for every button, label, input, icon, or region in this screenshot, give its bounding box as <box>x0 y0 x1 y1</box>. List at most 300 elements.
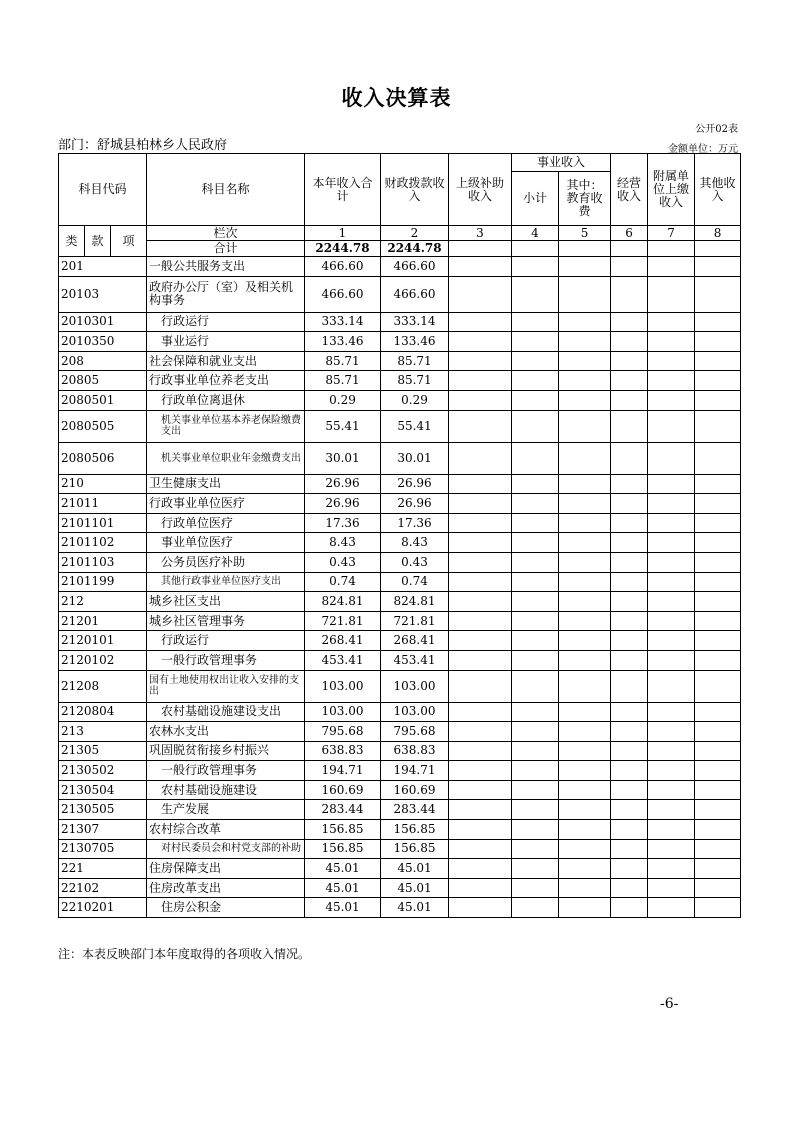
empty-cell <box>648 702 695 722</box>
row-fiscal: 156.85 <box>381 820 449 840</box>
row-code: 2120101 <box>59 631 147 651</box>
empty-cell <box>611 494 648 514</box>
col-num-6: 6 <box>611 226 648 241</box>
empty-cell <box>648 800 695 820</box>
empty-cell <box>559 702 611 722</box>
row-total-income: 26.96 <box>305 494 381 514</box>
empty-cell <box>559 513 611 533</box>
empty-cell <box>559 650 611 670</box>
table-row <box>59 780 741 800</box>
empty-cell <box>559 839 611 859</box>
empty-cell <box>648 611 695 631</box>
row-total-income: 721.81 <box>305 611 381 631</box>
table-row <box>59 741 741 761</box>
row-fiscal: 268.41 <box>381 631 449 651</box>
table-row <box>59 513 741 533</box>
empty-cell <box>559 371 611 391</box>
row-name: 行政单位医疗 <box>147 513 305 533</box>
empty-cell <box>648 257 695 277</box>
row-name: 住房保障支出 <box>147 859 305 879</box>
empty-cell <box>559 474 611 494</box>
empty-cell <box>512 898 559 918</box>
table-row <box>59 631 741 651</box>
unit-label: 金额单位：万元 <box>668 144 738 155</box>
empty-cell <box>512 474 559 494</box>
empty-cell <box>648 820 695 840</box>
row-code: 213 <box>59 722 147 742</box>
empty-cell <box>611 351 648 371</box>
row-name: 行政运行 <box>147 312 305 332</box>
empty-cell <box>449 474 512 494</box>
empty-cell <box>611 474 648 494</box>
row-total-income: 333.14 <box>305 312 381 332</box>
empty-cell <box>611 859 648 879</box>
empty-cell <box>512 494 559 514</box>
row-code: 2010350 <box>59 332 147 352</box>
empty-cell <box>695 592 741 612</box>
row-code: 2101199 <box>59 572 147 592</box>
empty-cell <box>648 494 695 514</box>
row-fiscal: 85.71 <box>381 351 449 371</box>
empty-cell <box>648 592 695 612</box>
row-total-income: 30.01 <box>305 442 381 474</box>
empty-cell <box>611 650 648 670</box>
empty-cell <box>695 878 741 898</box>
row-code: 2120102 <box>59 650 147 670</box>
row-total-income: 0.29 <box>305 390 381 410</box>
empty-cell <box>695 312 741 332</box>
empty-cell <box>695 859 741 879</box>
row-code: 2130705 <box>59 839 147 859</box>
row-total-income: 795.68 <box>305 722 381 742</box>
row-name: 卫生健康支出 <box>147 474 305 494</box>
row-fiscal: 45.01 <box>381 898 449 918</box>
empty-cell <box>512 839 559 859</box>
empty-cell <box>695 410 741 442</box>
empty-cell <box>512 276 559 312</box>
empty-cell <box>611 390 648 410</box>
empty-cell <box>611 513 648 533</box>
row-code: 208 <box>59 351 147 371</box>
row-fiscal: 8.43 <box>381 533 449 553</box>
empty-cell <box>695 800 741 820</box>
empty-cell <box>648 276 695 312</box>
row-code: 22102 <box>59 878 147 898</box>
empty-cell <box>512 878 559 898</box>
empty-cell <box>512 533 559 553</box>
empty-cell <box>559 312 611 332</box>
table-row <box>59 371 741 391</box>
empty-cell <box>559 494 611 514</box>
empty-cell <box>648 898 695 918</box>
empty-cell <box>648 722 695 742</box>
row-name: 城乡社区管理事务 <box>147 611 305 631</box>
row-name: 一般行政管理事务 <box>147 761 305 781</box>
empty-cell <box>695 257 741 277</box>
empty-cell <box>449 442 512 474</box>
empty-cell <box>611 276 648 312</box>
row-name: 公务员医疗补助 <box>147 552 305 572</box>
empty-cell <box>611 722 648 742</box>
empty-cell <box>695 276 741 312</box>
row-total-income: 453.41 <box>305 650 381 670</box>
header-kuan: 款 <box>85 226 111 257</box>
table-row <box>59 533 741 553</box>
empty-cell <box>449 351 512 371</box>
empty-cell <box>695 332 741 352</box>
empty-cell <box>611 371 648 391</box>
header-affiliated: 附属单位上缴收入 <box>648 154 695 226</box>
empty-cell <box>449 859 512 879</box>
empty-cell <box>611 702 648 722</box>
row-fiscal: 85.71 <box>381 371 449 391</box>
table-row <box>59 670 741 702</box>
empty-cell <box>512 257 559 277</box>
empty-cell <box>648 332 695 352</box>
table-row <box>59 761 741 781</box>
total-label: 合计 <box>147 241 305 257</box>
header-subtotal: 小计 <box>512 172 559 226</box>
table-row <box>59 474 741 494</box>
empty-cell <box>611 592 648 612</box>
empty-cell <box>449 820 512 840</box>
empty-cell <box>449 722 512 742</box>
empty-cell <box>695 670 741 702</box>
empty-cell <box>695 494 741 514</box>
row-fiscal: 721.81 <box>381 611 449 631</box>
empty-cell <box>648 371 695 391</box>
empty-cell <box>695 820 741 840</box>
empty-cell <box>512 761 559 781</box>
row-fiscal: 795.68 <box>381 722 449 742</box>
empty-cell <box>695 741 741 761</box>
row-code: 2080501 <box>59 390 147 410</box>
row-total-income: 55.41 <box>305 410 381 442</box>
header-xiang: 项 <box>111 226 147 257</box>
empty-cell <box>449 410 512 442</box>
row-fiscal: 156.85 <box>381 839 449 859</box>
empty-cell <box>695 761 741 781</box>
row-total-income: 45.01 <box>305 898 381 918</box>
empty-cell <box>611 552 648 572</box>
table-row <box>59 722 741 742</box>
empty-cell <box>695 611 741 631</box>
empty-cell <box>449 741 512 761</box>
header-subject-code: 科目代码 <box>59 154 147 226</box>
empty-cell <box>695 631 741 651</box>
row-fiscal: 133.46 <box>381 332 449 352</box>
table-row <box>59 276 741 312</box>
empty-cell <box>449 611 512 631</box>
empty-cell <box>695 722 741 742</box>
empty-cell <box>559 442 611 474</box>
department-label: 部门：舒城县柏林乡人民政府 <box>58 138 228 153</box>
row-fiscal: 45.01 <box>381 878 449 898</box>
row-name: 社会保障和就业支出 <box>147 351 305 371</box>
table-row <box>59 839 741 859</box>
empty-cell <box>559 351 611 371</box>
row-name: 国有土地使用权出让收入安排的支出 <box>147 670 305 702</box>
row-name: 一般行政管理事务 <box>147 650 305 670</box>
empty-cell <box>695 898 741 918</box>
empty-cell <box>449 513 512 533</box>
table-row <box>59 572 741 592</box>
empty-cell <box>611 611 648 631</box>
row-code: 2080505 <box>59 410 147 442</box>
empty-cell <box>512 722 559 742</box>
empty-cell <box>512 741 559 761</box>
table-row <box>59 592 741 612</box>
table-row <box>59 351 741 371</box>
empty-cell <box>611 780 648 800</box>
empty-cell <box>559 572 611 592</box>
table-row <box>59 898 741 918</box>
empty-cell <box>648 442 695 474</box>
empty-cell <box>695 650 741 670</box>
empty-cell <box>512 650 559 670</box>
empty-cell <box>648 533 695 553</box>
row-code: 2130504 <box>59 780 147 800</box>
col-num-5: 5 <box>559 226 611 241</box>
empty-cell <box>449 332 512 352</box>
row-fiscal: 103.00 <box>381 670 449 702</box>
row-total-income: 466.60 <box>305 276 381 312</box>
row-code: 2101102 <box>59 533 147 553</box>
row-code: 221 <box>59 859 147 879</box>
col-num-1: 1 <box>305 226 381 241</box>
empty-cell <box>695 533 741 553</box>
empty-cell <box>512 592 559 612</box>
empty-cell <box>559 859 611 879</box>
empty-cell <box>611 761 648 781</box>
empty-cell <box>449 257 512 277</box>
empty-cell <box>512 859 559 879</box>
empty-cell <box>449 898 512 918</box>
table-row <box>59 820 741 840</box>
row-total-income: 45.01 <box>305 878 381 898</box>
row-name: 行政事业单位养老支出 <box>147 371 305 391</box>
col-num-4: 4 <box>512 226 559 241</box>
row-name: 行政事业单位医疗 <box>147 494 305 514</box>
empty-cell <box>611 820 648 840</box>
table-row <box>59 859 741 879</box>
empty-cell <box>559 631 611 651</box>
row-fiscal: 194.71 <box>381 761 449 781</box>
row-total-income: 194.71 <box>305 761 381 781</box>
empty-cell <box>559 800 611 820</box>
row-name: 其他行政事业单位医疗支出 <box>147 572 305 592</box>
row-name: 农村基础设施建设 <box>147 780 305 800</box>
empty-cell <box>559 611 611 631</box>
empty-cell <box>449 650 512 670</box>
empty-cell <box>695 513 741 533</box>
empty-cell <box>559 820 611 840</box>
row-code: 2010301 <box>59 312 147 332</box>
empty-cell <box>449 878 512 898</box>
row-fiscal: 0.43 <box>381 552 449 572</box>
row-total-income: 8.43 <box>305 533 381 553</box>
empty-cell <box>559 592 611 612</box>
empty-cell <box>648 552 695 572</box>
empty-cell <box>611 670 648 702</box>
header-other: 其他收入 <box>695 154 741 226</box>
empty-cell <box>559 780 611 800</box>
empty-cell <box>559 533 611 553</box>
row-name: 事业运行 <box>147 332 305 352</box>
empty-cell <box>449 800 512 820</box>
income-table <box>58 153 741 918</box>
row-total-income: 103.00 <box>305 702 381 722</box>
empty-cell <box>512 780 559 800</box>
empty-cell <box>648 839 695 859</box>
row-total-income: 160.69 <box>305 780 381 800</box>
row-fiscal: 17.36 <box>381 513 449 533</box>
empty-cell <box>695 572 741 592</box>
row-total-income: 824.81 <box>305 592 381 612</box>
empty-cell <box>695 839 741 859</box>
empty-cell <box>512 312 559 332</box>
empty-cell <box>449 761 512 781</box>
row-fiscal: 466.60 <box>381 257 449 277</box>
row-total-income: 85.71 <box>305 371 381 391</box>
row-code: 2080506 <box>59 442 147 474</box>
empty-cell <box>512 670 559 702</box>
total-income-value: 2244.78 <box>305 241 381 257</box>
row-name: 对村民委员会和村党支部的补助 <box>147 839 305 859</box>
row-code: 2130502 <box>59 761 147 781</box>
row-name: 住房公积金 <box>147 898 305 918</box>
row-code: 21011 <box>59 494 147 514</box>
empty-cell <box>648 859 695 879</box>
empty-cell <box>512 410 559 442</box>
row-name: 一般公共服务支出 <box>147 257 305 277</box>
col-num-8: 8 <box>695 226 741 241</box>
empty-cell <box>559 741 611 761</box>
row-total-income: 0.74 <box>305 572 381 592</box>
table-row <box>59 494 741 514</box>
empty-cell <box>449 839 512 859</box>
empty-cell <box>611 839 648 859</box>
row-fiscal: 333.14 <box>381 312 449 332</box>
empty-cell <box>512 390 559 410</box>
table-row <box>59 611 741 631</box>
row-code: 210 <box>59 474 147 494</box>
empty-cell <box>449 572 512 592</box>
empty-cell <box>512 611 559 631</box>
empty-cell <box>559 878 611 898</box>
row-name: 农村综合改革 <box>147 820 305 840</box>
row-total-income: 156.85 <box>305 820 381 840</box>
row-name: 行政单位离退休 <box>147 390 305 410</box>
empty-cell <box>648 390 695 410</box>
empty-cell <box>648 410 695 442</box>
empty-cell <box>512 513 559 533</box>
row-code: 2120804 <box>59 702 147 722</box>
empty-cell <box>449 312 512 332</box>
row-fiscal: 453.41 <box>381 650 449 670</box>
header-subject-name: 科目名称 <box>147 154 305 226</box>
empty-cell <box>611 332 648 352</box>
empty-cell <box>449 670 512 702</box>
table-row <box>59 650 741 670</box>
row-name: 城乡社区支出 <box>147 592 305 612</box>
empty-cell <box>648 351 695 371</box>
row-code: 21305 <box>59 741 147 761</box>
table-row <box>59 312 741 332</box>
empty-cell <box>611 898 648 918</box>
empty-cell <box>611 878 648 898</box>
total-fiscal-value: 2244.78 <box>381 241 449 257</box>
empty-cell <box>611 800 648 820</box>
empty-cell <box>449 631 512 651</box>
header-lanci: 栏次 <box>147 226 305 241</box>
row-total-income: 45.01 <box>305 859 381 879</box>
empty-cell <box>449 533 512 553</box>
empty-cell <box>648 474 695 494</box>
row-fiscal: 26.96 <box>381 474 449 494</box>
empty-cell <box>449 702 512 722</box>
empty-cell <box>611 312 648 332</box>
empty-cell <box>611 631 648 651</box>
empty-cell <box>512 442 559 474</box>
empty-cell <box>648 741 695 761</box>
row-total-income: 26.96 <box>305 474 381 494</box>
empty-cell <box>559 761 611 781</box>
empty-cell <box>449 494 512 514</box>
empty-cell <box>611 572 648 592</box>
total-row <box>59 241 741 257</box>
row-fiscal: 824.81 <box>381 592 449 612</box>
header-superior-subsidy: 上级补助收入 <box>449 154 512 226</box>
empty-cell <box>648 761 695 781</box>
row-code: 2101103 <box>59 552 147 572</box>
empty-cell <box>648 631 695 651</box>
col-num-2: 2 <box>381 226 449 241</box>
empty-cell <box>449 552 512 572</box>
empty-cell <box>695 552 741 572</box>
empty-cell <box>512 371 559 391</box>
row-total-income: 268.41 <box>305 631 381 651</box>
row-name: 机关事业单位职业年金缴费支出 <box>147 442 305 474</box>
page-number: -6- <box>660 996 679 1012</box>
empty-cell <box>559 276 611 312</box>
row-fiscal: 466.60 <box>381 276 449 312</box>
header-business-income: 事业收入 <box>512 154 611 172</box>
empty-cell <box>512 332 559 352</box>
empty-cell <box>611 410 648 442</box>
empty-cell <box>449 780 512 800</box>
row-name: 农村基础设施建设支出 <box>147 702 305 722</box>
table-row <box>59 442 741 474</box>
empty-cell <box>559 410 611 442</box>
row-fiscal: 55.41 <box>381 410 449 442</box>
empty-cell <box>611 257 648 277</box>
column-number-row <box>59 226 741 241</box>
header-lei: 类 <box>59 226 85 257</box>
empty-cell <box>559 257 611 277</box>
row-name: 巩固脱贫衔接乡村振兴 <box>147 741 305 761</box>
empty-cell <box>648 572 695 592</box>
empty-cell <box>611 741 648 761</box>
empty-cell <box>559 722 611 742</box>
header-total-income: 本年收入合计 <box>305 154 381 226</box>
row-total-income: 85.71 <box>305 351 381 371</box>
empty-cell <box>648 878 695 898</box>
empty-cell <box>695 442 741 474</box>
empty-cell <box>648 513 695 533</box>
row-code: 2101101 <box>59 513 147 533</box>
row-name: 事业单位医疗 <box>147 533 305 553</box>
